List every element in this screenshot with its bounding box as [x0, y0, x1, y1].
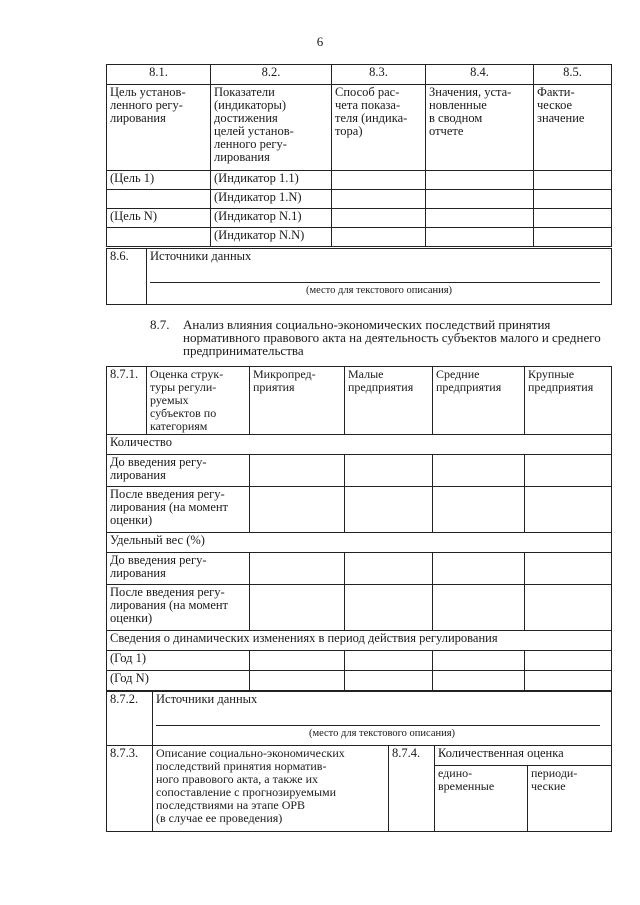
desc-report-values: Значения, уста- новленные в сводном отчете: [426, 85, 534, 171]
header-8-2: 8.2.: [211, 65, 332, 85]
section-number: 8.7.2.: [107, 692, 153, 746]
indicator-cell: (Индикатор N.N): [211, 228, 332, 247]
structure-header: Оценка струк- туры регули- руемых субъектов по категориям: [147, 367, 250, 435]
sources-cell: [147, 249, 612, 305]
structure-table: [106, 366, 612, 691]
consequences-description: Описание социально-экономических последствий принятия норматив- ного правового акта, а также их сопоставление с прогнозируемыми последствиями на этапе ОРВ (в случае ее проведения): [153, 746, 389, 832]
year-1: (Год 1): [107, 651, 250, 671]
header-8-1: 8.1.: [107, 65, 211, 85]
section-number: 8.7.1.: [107, 367, 147, 435]
weight-label: Удельный вес (%): [107, 533, 612, 553]
indicator-cell: (Индикатор 1.1): [211, 171, 332, 190]
desc-indicators: Показатели (индикаторы) достижения целей установ- ленного регу- лирования: [211, 85, 332, 171]
indicator-cell: (Индикатор 1.N): [211, 190, 332, 209]
after-label: После введения регу- лирования (на момент оценки): [107, 487, 250, 533]
header-8-4: 8.4.: [426, 65, 534, 85]
sources-table-8-6: [106, 248, 612, 305]
section-number: 8.7.3.: [107, 746, 153, 832]
sources-caption: (место для текстового описания): [305, 285, 453, 296]
section-number-2: 8.7.4.: [389, 746, 435, 832]
sources-caption: (место для текстового описания): [308, 728, 456, 739]
text-line: [150, 263, 600, 283]
goal-cell: [107, 190, 211, 209]
header-8-3: 8.3.: [332, 65, 426, 85]
dynamics-label: Сведения о динамических изменениях в период действия регулирования: [107, 631, 612, 651]
goal-cell: (Цель N): [107, 209, 211, 228]
indicator-cell: (Индикатор N.1): [211, 209, 332, 228]
before-label: До введения регу- лирования: [107, 455, 250, 487]
after-label: После введения регу- лирования (на момент оценки): [107, 585, 250, 631]
sources-label: Источники данных: [156, 692, 258, 706]
one-time-label: едино- временные: [435, 766, 528, 832]
quant-label: Количественная оценка: [435, 746, 612, 766]
sources-table-8-7-2: [106, 691, 612, 746]
year-n: (Год N): [107, 671, 250, 691]
consequences-table: [106, 745, 612, 832]
desc-calc-method: Способ рас- чета показа- теля (индика- тора): [332, 85, 426, 171]
before-label: До введения регу- лирования: [107, 553, 250, 585]
desc-goal: Цель установ- ленного регу- лирования: [107, 85, 211, 171]
sources-cell: [153, 692, 612, 746]
section-title: Анализ влияния социально-экономических последствий принятия нормативного правового акта на деятельность субъектов малого и среднего предпринимательства: [183, 317, 601, 358]
header-8-5: 8.5.: [534, 65, 612, 85]
indicators-table: [106, 64, 612, 247]
sources-label: Источники данных: [150, 249, 252, 263]
page-number: 6: [316, 34, 324, 49]
periodic-label: периоди- ческие: [528, 766, 612, 832]
text-line: [156, 706, 600, 726]
quantity-label: Количество: [107, 435, 612, 455]
col-medium: Средние предприятия: [433, 367, 525, 435]
col-large: Крупные предприятия: [525, 367, 612, 435]
goal-cell: [107, 228, 211, 247]
section-number: 8.6.: [107, 249, 147, 305]
col-micro: Микропред- приятия: [250, 367, 345, 435]
goal-cell: (Цель 1): [107, 171, 211, 190]
desc-actual-value: Факти- ческое значение: [534, 85, 612, 171]
section-number: 8.7.: [150, 317, 170, 332]
col-small: Малые предприятия: [345, 367, 433, 435]
